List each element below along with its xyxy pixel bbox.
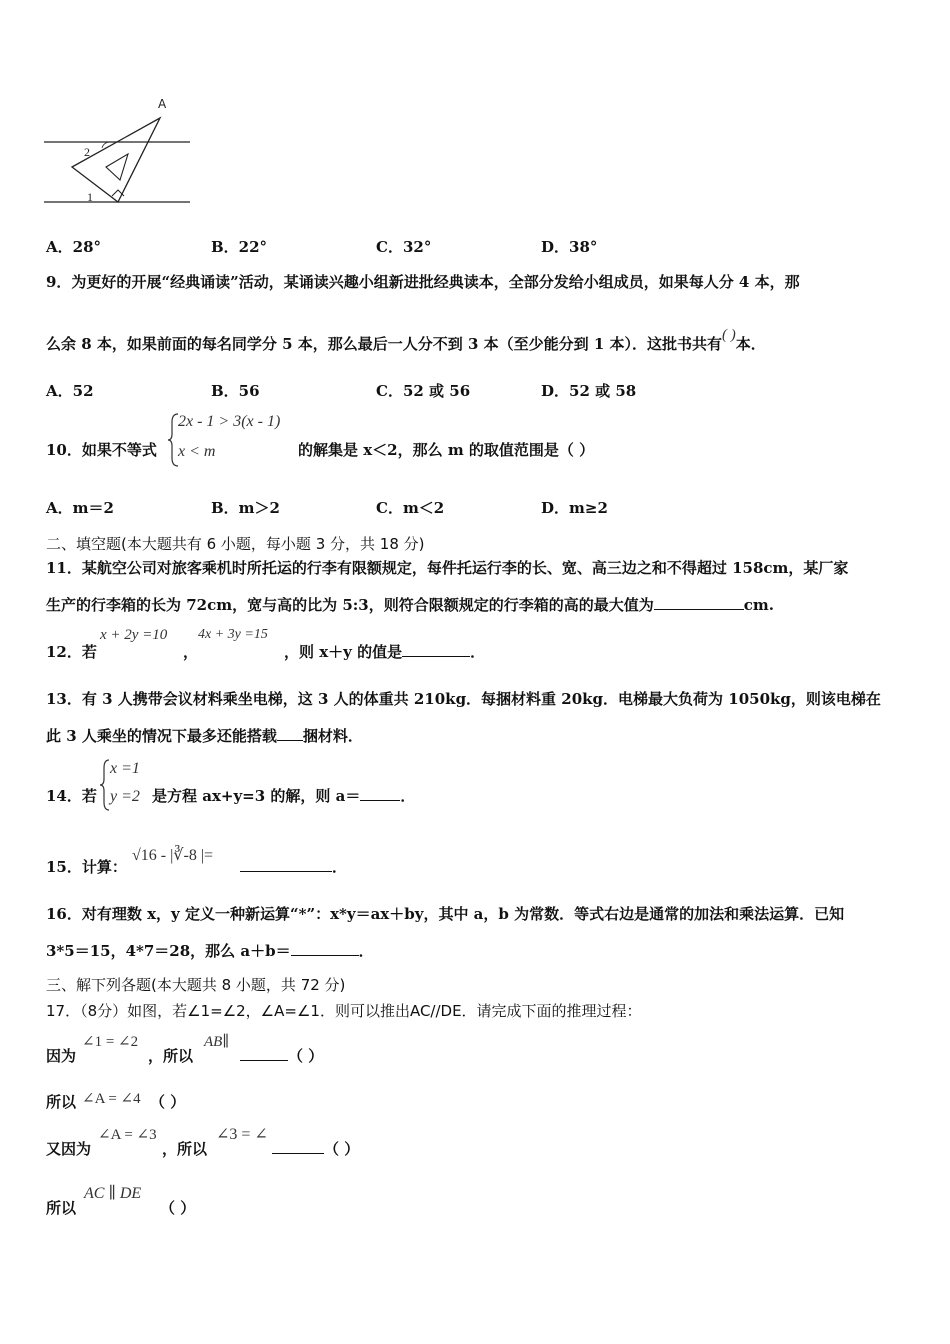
q8-option-d: D．38° bbox=[541, 238, 598, 256]
q14-suffix-line bbox=[152, 785, 415, 806]
q16-line1: 16．对有理数 x，y 定义一种新运算“*”：x*y＝ax＋by，其中 a，b 为常数．等式右边是通常的加法和乘法运算．已知 bbox=[46, 905, 845, 923]
q17-step3-math2: ∠3 = ∠ bbox=[216, 1126, 268, 1143]
q10-prefix: 10．如果不等式 bbox=[46, 441, 157, 459]
q9-line2-text: 么余 8 本，如果前面的每名同学分 5 本，那么最后一人分不到 3 本（至少能分到 1 本）．这批书共有 bbox=[46, 335, 723, 353]
q11-answer-blank bbox=[654, 595, 744, 610]
q9-option-d: D．52 或 58 bbox=[541, 382, 637, 400]
q15-expression: √16 - |∛-8 |= bbox=[132, 847, 214, 864]
label-2: 2 bbox=[84, 145, 90, 159]
q11-line2 bbox=[46, 594, 774, 615]
q17-step4-a: 所以 bbox=[46, 1199, 77, 1217]
q17-step2-a: 所以 bbox=[46, 1093, 77, 1111]
q17-step3-paren: （ ） bbox=[324, 1140, 360, 1158]
q17-step2-paren: （ ） bbox=[150, 1093, 186, 1111]
q17-step1-a: 因为 bbox=[46, 1047, 77, 1065]
q11-tail: cm. bbox=[743, 596, 774, 614]
q12-equation-1: x + 2y =10 bbox=[100, 627, 168, 643]
q17-step1-b: ，所以 bbox=[148, 1047, 194, 1065]
q9-option-c: C．52 或 56 bbox=[376, 382, 471, 400]
q17-step1-math: ∠1 = ∠2 bbox=[82, 1034, 139, 1050]
q10-system-line1: 2x - 1 > 3(x - 1) bbox=[178, 413, 281, 430]
q11-line2-text: 生产的行李箱的长为 72cm，宽与高的比为 5:3，则符合限额规定的行李箱的高的最大值为 bbox=[46, 596, 654, 614]
section-2-heading: 二、填空题(本大题共有 6 小题，每小题 3 分，共 18 分) bbox=[46, 535, 425, 553]
q17-title: 17．（8分）如图，若∠1=∠2，∠A=∠1．则可以推出AC//DE．请完成下面的推理过程： bbox=[46, 1002, 642, 1020]
q14-answer-blank bbox=[360, 786, 400, 801]
label-1: 1 bbox=[87, 190, 93, 204]
q9-option-a: A．52 bbox=[46, 382, 94, 400]
q14-system-line2: y =2 bbox=[110, 788, 140, 805]
q12-suffix: ，则 x＋y 的值是 bbox=[284, 643, 403, 661]
q17-step4-paren: （ ） bbox=[160, 1199, 196, 1217]
q17-step4-math: AC ∥ DE bbox=[84, 1185, 142, 1202]
q12-end: ． bbox=[470, 643, 486, 661]
q9-line1: 9．为更好的开展“经典诵读”活动，某诵读兴趣小组新进批经典读本，全部分发给小组成员，如果每人分 4 本，那 bbox=[46, 273, 800, 291]
q14-suffix: 是方程 ax+y=3 的解，则 a＝ bbox=[152, 787, 361, 805]
q17-step1-math2: AB∥ bbox=[204, 1034, 230, 1050]
set-square-outer bbox=[72, 118, 160, 202]
q12-answer-blank bbox=[402, 642, 470, 657]
q14-system-line1: x =1 bbox=[110, 760, 140, 777]
q17-step3-answer bbox=[272, 1138, 359, 1159]
q8-option-b: B．22° bbox=[211, 238, 268, 256]
q17-step3-a: 又因为 bbox=[46, 1140, 92, 1158]
q17-step3-b: ，所以 bbox=[162, 1140, 208, 1158]
q10-option-c: C．m＜2 bbox=[376, 499, 445, 517]
q15-end: ． bbox=[332, 858, 348, 876]
q10-suffix: 的解集是 x＜2，那么 m 的取值范围是（ ） bbox=[298, 441, 595, 459]
q15-answer-blank bbox=[240, 857, 332, 872]
q10-option-b: B．m＞2 bbox=[211, 499, 280, 517]
q17-step3-math: ∠A = ∠3 bbox=[98, 1127, 157, 1143]
q17-step1-paren: （ ） bbox=[288, 1047, 324, 1065]
section-3-heading: 三、解下列各题(本大题共 8 小题，共 72 分) bbox=[46, 976, 346, 994]
set-square-inner bbox=[106, 154, 128, 180]
q12-equation-2: 4x + 3y =15 bbox=[198, 627, 268, 642]
q11-line1: 11．某航空公司对旅客乘机时所托运的行李有限额规定，每件托运行李的长、宽、高三边之和不得超过 158cm，某厂家 bbox=[46, 559, 849, 577]
q17-step2-math: ∠A = ∠4 bbox=[82, 1091, 141, 1107]
q8-option-c: C．32° bbox=[376, 238, 432, 256]
q17-step3-blank bbox=[272, 1139, 324, 1154]
q8-option-a: A．28° bbox=[46, 238, 102, 256]
q9-option-b: B．56 bbox=[211, 382, 260, 400]
q13-line2-text: 此 3 人乘坐的情况下最多还能搭载 bbox=[46, 727, 277, 745]
q10-system-line2: x < m bbox=[178, 443, 216, 460]
q12-prefix: 12．若 bbox=[46, 643, 97, 661]
q14-end: ． bbox=[400, 787, 416, 805]
q9-tail: 本． bbox=[735, 335, 766, 353]
q12-comma: ， bbox=[183, 643, 199, 661]
q10-option-d: D．m≥2 bbox=[541, 499, 608, 517]
q12-suffix-line bbox=[284, 641, 485, 662]
q9-paren: ( ) bbox=[722, 327, 736, 343]
q15-answer-line bbox=[240, 856, 347, 877]
q17-step1-answer bbox=[240, 1045, 323, 1066]
q16-line2 bbox=[46, 940, 374, 961]
q17-step1-blank bbox=[240, 1046, 288, 1061]
q9-line2 bbox=[46, 327, 766, 354]
q15-prefix: 15．计算： bbox=[46, 858, 127, 876]
q13-line2 bbox=[46, 725, 363, 746]
q16-end: ． bbox=[358, 942, 374, 960]
triangle-ruler-figure bbox=[40, 92, 200, 212]
q14-prefix: 14．若 bbox=[46, 787, 97, 805]
q13-tail: 捆材料． bbox=[302, 727, 363, 745]
q13-answer-blank bbox=[277, 726, 303, 741]
label-a: A bbox=[158, 97, 167, 111]
q13-line1: 13．有 3 人携带会议材料乘坐电梯，这 3 人的体重共 210kg．每捆材料重 20kg．电梯最大负荷为 1050kg，则该电梯在 bbox=[46, 690, 881, 708]
q10-option-a: A．m＝2 bbox=[46, 499, 114, 517]
q16-line2-text: 3*5＝15，4*7＝28，那么 a＋b＝ bbox=[46, 942, 291, 960]
q16-answer-blank bbox=[291, 941, 359, 956]
